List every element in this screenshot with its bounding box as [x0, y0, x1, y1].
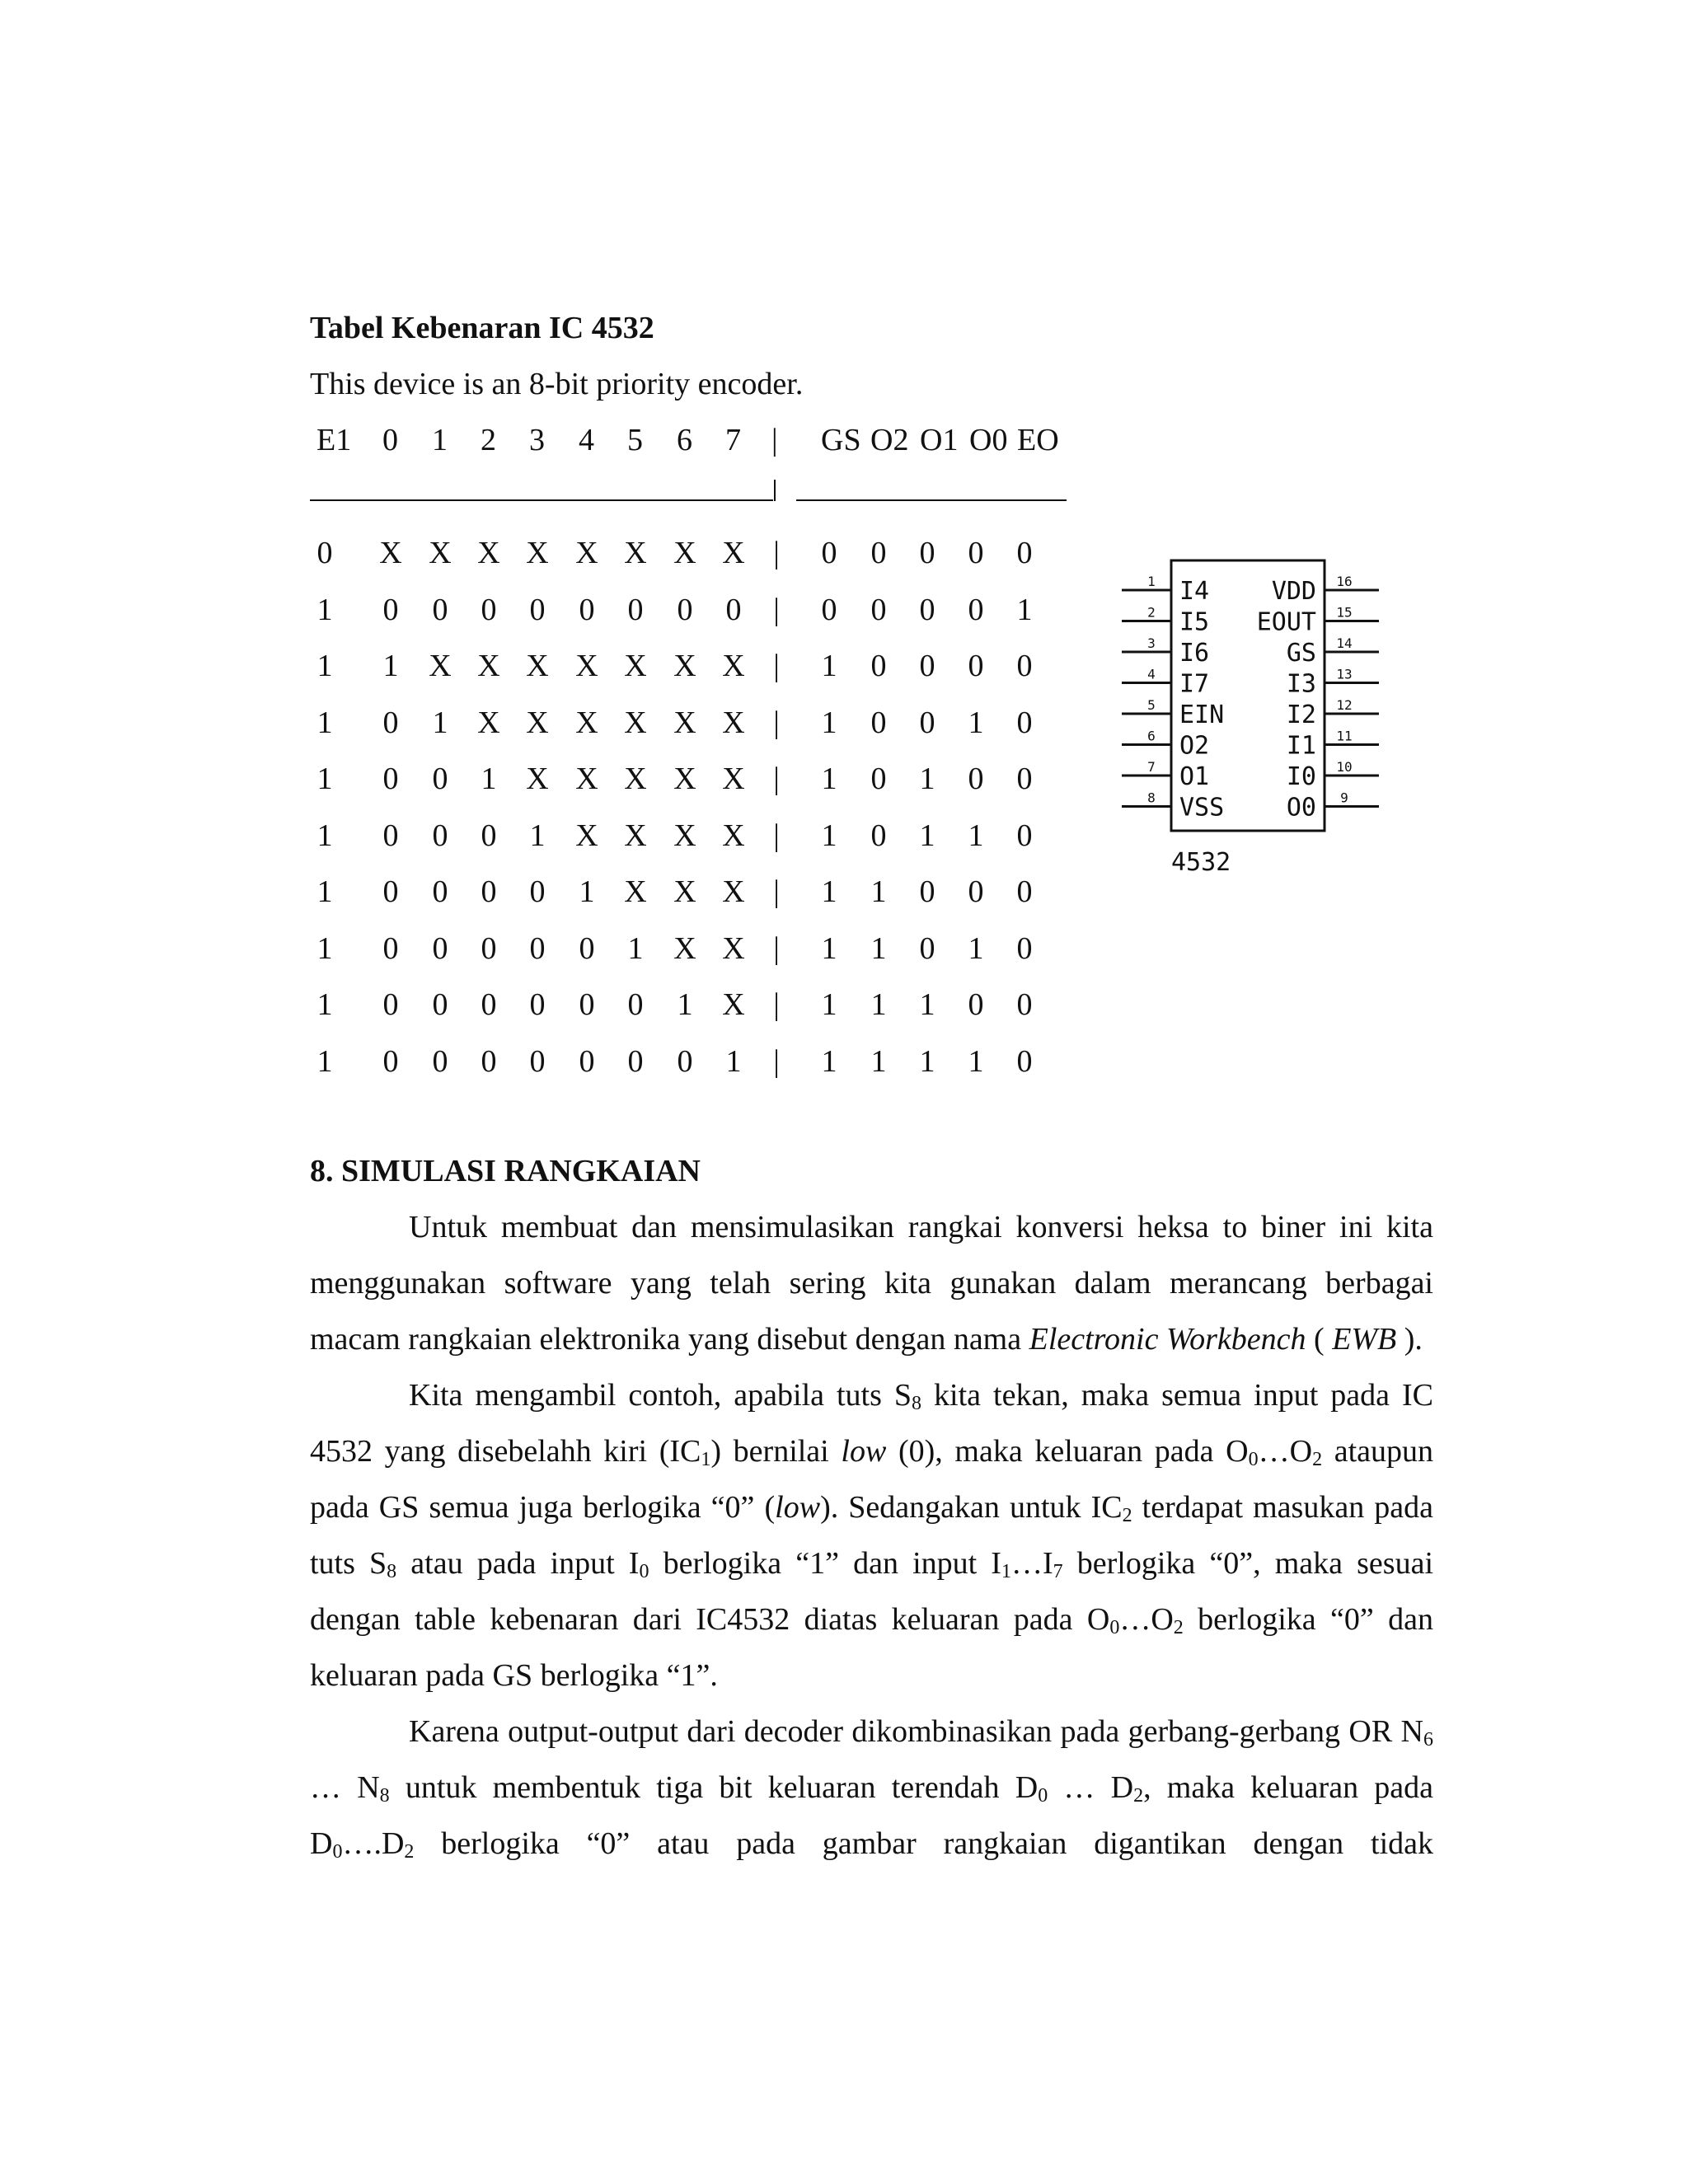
pin-label: O0 [1286, 793, 1316, 823]
output-cell: 0 [919, 705, 935, 740]
pin-label: I3 [1286, 669, 1316, 699]
input-cell: 0 [481, 1043, 497, 1079]
input-cell: X [673, 930, 696, 966]
input-cell: X [575, 818, 598, 853]
row-separator: | [773, 987, 780, 1022]
output-cell: 1 [821, 818, 837, 853]
table-divider-right [796, 499, 1067, 501]
input-cell: X [673, 762, 696, 796]
table-title: Tabel Kebenaran IC 4532 [310, 311, 654, 345]
output-cell: 0 [968, 987, 984, 1022]
paragraph-1: Untuk membuat dan mensimulasikan rangkai konversi heksa to biner ini kita menggunakan software yang telah sering kita gunakan dalam merancang berbagai macam rangkaian elektronika yang disebut dengan nama Electronic Workbench ( EWB ). [310, 1210, 1433, 1357]
input-cell: 0 [481, 930, 497, 966]
input-cell: X [624, 649, 647, 683]
input-cell: X [624, 818, 647, 853]
truth-table-row [310, 591, 1093, 629]
pin-label: I4 [1179, 577, 1210, 606]
input-cell: 0 [579, 592, 595, 627]
pin-number: 7 [1147, 759, 1156, 775]
input-cell: X [429, 536, 452, 570]
input-cell: X [624, 705, 647, 740]
input-cell: 0 [627, 1043, 644, 1079]
section-body [310, 1199, 1433, 1872]
output-cell: 1 [821, 705, 837, 740]
pin-number: 13 [1336, 666, 1353, 682]
output-cell: 0 [1016, 874, 1033, 909]
output-cell: 1 [968, 818, 984, 853]
row-separator: | [773, 1043, 780, 1079]
output-cell: 1 [1016, 592, 1033, 627]
pin-number: 11 [1336, 728, 1353, 744]
truth-table-row [310, 817, 1093, 855]
input-cell: X [575, 705, 598, 740]
input-cell: X [575, 762, 598, 796]
truth-table-row [310, 930, 1093, 968]
output-cell: 0 [870, 536, 887, 570]
pin-label: I2 [1286, 701, 1316, 729]
output-cell: 1 [870, 874, 887, 909]
header-cell: EO [1017, 423, 1059, 457]
truth-table-row [310, 704, 1093, 742]
output-cell: 0 [1016, 649, 1033, 683]
input-cell: X [673, 649, 696, 683]
output-cell: 0 [919, 536, 935, 570]
input-cell: 0 [432, 930, 448, 966]
header-cell: 7 [725, 423, 741, 457]
pin-label: O2 [1179, 731, 1210, 761]
output-cell: 1 [870, 987, 887, 1022]
header-cell: O1 [920, 423, 959, 457]
pin-label: EIN [1179, 701, 1225, 729]
input-cell: X [722, 930, 745, 966]
output-cell: 0 [1016, 818, 1033, 853]
output-cell: 0 [870, 649, 887, 683]
output-cell: 0 [968, 874, 984, 909]
input-cell: X [673, 705, 696, 740]
pin-label: VSS [1179, 793, 1225, 823]
output-cell: 1 [870, 930, 887, 966]
input-cell: 0 [529, 930, 546, 966]
output-cell: 0 [919, 592, 935, 627]
input-cell: X [722, 874, 745, 909]
row-separator: | [773, 705, 780, 740]
input-cell: X [477, 705, 500, 740]
output-cell: 0 [870, 818, 887, 853]
input-cell: 0 [432, 1043, 448, 1079]
header-cell: 5 [627, 423, 643, 457]
truth-table-row [310, 760, 1093, 798]
section-heading: 8. SIMULASI RANGKAIAN [310, 1154, 701, 1188]
input-cell: 1 [481, 762, 497, 796]
header-cell: 4 [579, 423, 594, 457]
output-cell: 1 [919, 818, 935, 853]
input-cell: 1 [316, 649, 333, 683]
pin-label: EOUT [1256, 607, 1316, 637]
input-cell: X [526, 649, 549, 683]
pin-label: I5 [1179, 607, 1210, 637]
input-cell: X [673, 818, 696, 853]
input-cell: 0 [481, 818, 497, 853]
input-cell: X [722, 536, 745, 570]
input-cell: 0 [382, 818, 399, 853]
input-cell: 0 [432, 762, 448, 796]
truth-table-row [310, 986, 1093, 1024]
pin-label: I1 [1286, 731, 1316, 761]
pin-number: 9 [1340, 790, 1348, 806]
output-cell: 0 [968, 536, 984, 570]
output-cell: 0 [968, 592, 984, 627]
header-cell: GS [821, 423, 861, 457]
input-cell: 0 [481, 987, 497, 1022]
input-cell: 0 [382, 874, 399, 909]
paragraph-3: Karena output-output dari decoder dikombinasikan pada gerbang-gerbang OR $N_6$ … $N_8$ untuk membentuk tiga bit keluaran terendah $D_0$ … $D_2$, maka keluaran pada $D_0\dots.D_2$ berlogika “0” atau pada gambar rangkaian digantikan dengan tidak [310, 1714, 1434, 1863]
input-cell: 1 [316, 930, 333, 966]
input-cell: 0 [627, 987, 644, 1022]
input-cell: 1 [432, 705, 448, 740]
output-cell: 0 [870, 592, 887, 627]
output-cell: 0 [870, 705, 887, 740]
input-cell: 0 [432, 818, 448, 853]
pin-number: 16 [1336, 574, 1353, 589]
input-cell: 0 [432, 592, 448, 627]
input-cell: 1 [725, 1043, 742, 1079]
output-cell: 1 [968, 1043, 984, 1079]
input-cell: 0 [316, 536, 333, 570]
output-cell: 0 [1016, 705, 1033, 740]
pin-number: 8 [1147, 790, 1156, 806]
input-cell: 0 [382, 1043, 399, 1079]
output-cell: 1 [821, 649, 837, 683]
input-cell: 1 [316, 705, 333, 740]
header-cell: O2 [870, 423, 909, 457]
input-cell: 0 [529, 1043, 546, 1079]
output-cell: 0 [1016, 1043, 1033, 1079]
header-cell: 1 [432, 423, 448, 457]
input-cell: 0 [529, 592, 546, 627]
input-cell: 1 [529, 818, 546, 853]
input-cell: 1 [316, 987, 333, 1022]
input-cell: 1 [316, 762, 333, 796]
input-cell: 1 [316, 592, 333, 627]
pin-number: 1 [1147, 574, 1156, 589]
header-cell: 3 [529, 423, 545, 457]
ic-part-number: 4532 [1171, 848, 1231, 877]
row-separator: | [773, 649, 780, 683]
output-cell: 0 [919, 874, 935, 909]
output-cell: 1 [919, 762, 935, 796]
output-cell: 1 [821, 1043, 837, 1079]
input-cell: 0 [579, 930, 595, 966]
header-separator: | [771, 423, 778, 457]
output-cell: 1 [919, 1043, 935, 1079]
table-divider-tick [774, 480, 776, 501]
output-cell: 0 [919, 649, 935, 683]
input-cell: 1 [316, 874, 333, 909]
pin-label: VDD [1271, 577, 1316, 606]
paragraph-2: Kita mengambil contoh, apabila tuts $S_8$ kita tekan, maka semua input pada IC 4532 yang disebelahh kiri $(IC_1)$ bernilai low (0), maka keluaran pada $O_0\dots O_2$ ataupun pada GS semua juga berlogika “0” (low). Sedangakan untuk $IC_2$ terdapat masukan pada tuts $S_8$ atau pada input $I_0$ berlogika “1” dan input $I_1\dots I_7$ berlogika “0”, maka sesuai dengan table kebenaran dari IC4532 diatas keluaran pada $O_0\dots O_2$ berlogika “0” dan keluaran pada GS berlogika “1”. [310, 1378, 1434, 1693]
input-cell: X [477, 536, 500, 570]
input-cell: 0 [382, 705, 399, 740]
pin-number: 10 [1336, 759, 1353, 775]
table-divider-left [310, 499, 773, 501]
input-cell: X [575, 649, 598, 683]
output-cell: 0 [1016, 930, 1033, 966]
header-cell: 6 [677, 423, 692, 457]
output-cell: 1 [821, 987, 837, 1022]
input-cell: X [624, 536, 647, 570]
ic-pinout-svg [1117, 551, 1397, 880]
input-cell: 0 [382, 592, 399, 627]
input-cell: X [526, 762, 549, 796]
truth-table-row [310, 534, 1093, 572]
output-cell: 0 [1016, 987, 1033, 1022]
input-cell: 0 [677, 592, 693, 627]
output-cell: 1 [821, 874, 837, 909]
input-cell: 0 [677, 1043, 693, 1079]
output-cell: 0 [968, 762, 984, 796]
input-cell: 1 [316, 1043, 333, 1079]
input-cell: X [673, 536, 696, 570]
input-cell: X [477, 649, 500, 683]
header-cell: 0 [382, 423, 398, 457]
input-cell: X [722, 705, 745, 740]
output-cell: 1 [821, 930, 837, 966]
pin-number: 5 [1147, 697, 1156, 713]
pin-number: 6 [1147, 728, 1156, 744]
input-cell: X [526, 536, 549, 570]
pin-number: 14 [1336, 635, 1353, 651]
output-cell: 0 [821, 536, 837, 570]
input-cell: 1 [579, 874, 595, 909]
pin-number: 15 [1336, 604, 1353, 621]
input-cell: 0 [579, 987, 595, 1022]
input-cell: 1 [382, 649, 399, 683]
input-cell: 0 [529, 874, 546, 909]
input-cell: 0 [481, 592, 497, 627]
row-separator: | [773, 592, 780, 627]
input-cell: 0 [432, 987, 448, 1022]
header-cell: 2 [481, 423, 496, 457]
output-cell: 1 [968, 705, 984, 740]
pin-label: O1 [1179, 762, 1210, 791]
input-cell: 1 [677, 987, 693, 1022]
output-cell: 0 [1016, 762, 1033, 796]
output-cell: 0 [1016, 536, 1033, 570]
truth-table-row [310, 873, 1093, 911]
ic-4532-pinout-diagram [1117, 551, 1397, 880]
input-cell: 0 [382, 930, 399, 966]
row-separator: | [773, 930, 780, 966]
output-cell: 1 [968, 930, 984, 966]
input-cell: X [575, 536, 598, 570]
output-cell: 0 [919, 930, 935, 966]
input-cell: 0 [481, 874, 497, 909]
truth-table-header [310, 421, 1093, 459]
output-cell: 0 [821, 592, 837, 627]
row-separator: | [773, 818, 780, 853]
header-cell: O0 [969, 423, 1008, 457]
input-cell: X [722, 649, 745, 683]
pin-label: GS [1286, 639, 1316, 668]
pin-label: I6 [1179, 639, 1210, 668]
truth-table-row [310, 647, 1093, 685]
input-cell: X [624, 874, 647, 909]
pin-label: I0 [1286, 762, 1316, 791]
input-cell: 0 [579, 1043, 595, 1079]
truth-table-row [310, 1043, 1093, 1080]
pin-number: 2 [1147, 604, 1156, 621]
output-cell: 0 [968, 649, 984, 683]
output-cell: 1 [821, 762, 837, 796]
output-cell: 1 [919, 987, 935, 1022]
input-cell: 0 [432, 874, 448, 909]
row-separator: | [773, 762, 780, 796]
row-separator: | [773, 536, 780, 570]
input-cell: X [722, 818, 745, 853]
pin-number: 12 [1336, 697, 1353, 713]
pin-label: I7 [1179, 669, 1210, 699]
output-cell: 0 [870, 762, 887, 796]
input-cell: X [673, 874, 696, 909]
input-cell: 0 [382, 762, 399, 796]
table-subtitle: This device is an 8-bit priority encoder. [310, 367, 804, 401]
row-separator: | [773, 874, 780, 909]
input-cell: 0 [627, 592, 644, 627]
input-cell: X [722, 987, 745, 1022]
pin-number: 4 [1147, 666, 1156, 682]
input-cell: 0 [529, 987, 546, 1022]
input-cell: 1 [316, 818, 333, 853]
input-cell: X [624, 762, 647, 796]
input-cell: X [429, 649, 452, 683]
input-cell: 0 [725, 592, 742, 627]
output-cell: 1 [870, 1043, 887, 1079]
input-cell: 0 [382, 987, 399, 1022]
input-cell: X [526, 705, 549, 740]
pin-number: 3 [1147, 635, 1156, 651]
input-cell: 1 [627, 930, 644, 966]
input-cell: X [379, 536, 402, 570]
header-cell: E1 [316, 423, 352, 457]
input-cell: X [722, 762, 745, 796]
